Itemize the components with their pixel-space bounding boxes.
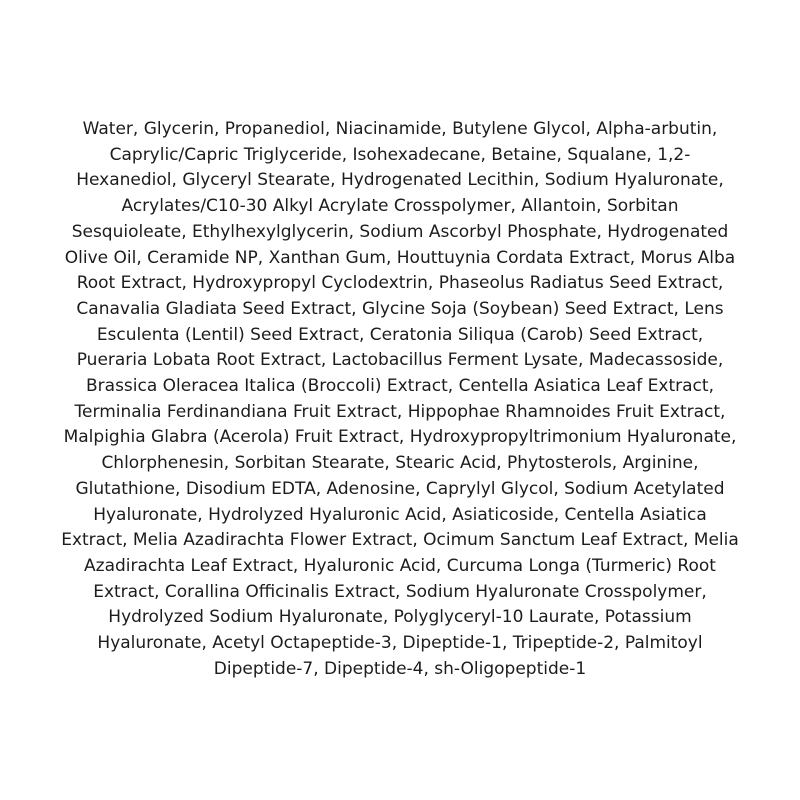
ingredients-list [40,117,760,682]
ingredients-line: Pueraria Lobata Root Extract, Lactobacillus Ferment Lysate, Madecassoside, [76,350,724,371]
ingredients-line: Acrylates/C10-30 Alkyl Acrylate Crosspolymer, Allantoin, Sorbitan [121,196,679,217]
ingredients-line: Hyaluronate, Acetyl Octapeptide-3, Dipeptide-1, Tripeptide-2, Palmitoyl [97,633,703,654]
ingredients-line: Extract, Corallina Officinalis Extract, Sodium Hyaluronate Crosspolymer, [93,581,707,602]
ingredients-line: Terminalia Ferdinandiana Fruit Extract, Hippophae Rhamnoides Fruit Extract, [74,401,726,422]
ingredients-line: Malpighia Glabra (Acerola) Fruit Extract, Hydroxypropyltrimonium Hyaluronate, [63,427,737,448]
ingredients-line: Brassica Oleracea Italica (Broccoli) Extract, Centella Asiatica Leaf Extract, [86,376,714,397]
ingredients-line: Extract, Melia Azadirachta Flower Extract, Ocimum Sanctum Leaf Extract, Melia [61,530,739,551]
ingredients-line: Azadirachta Leaf Extract, Hyaluronic Acid, Curcuma Longa (Turmeric) Root [84,555,716,576]
ingredients-line: Chlorphenesin, Sorbitan Stearate, Stearic Acid, Phytosterols, Arginine, [101,453,699,474]
ingredients-line: Olive Oil, Ceramide NP, Xanthan Gum, Houttuynia Cordata Extract, Morus Alba [64,247,736,268]
ingredients-line: Hydrolyzed Sodium Hyaluronate, Polyglyceryl-10 Laurate, Potassium [108,607,692,628]
ingredients-line: Hexanediol, Glyceryl Stearate, Hydrogenated Lecithin, Sodium Hyaluronate, [76,170,724,191]
ingredients-line: Canavalia Gladiata Seed Extract, Glycine Soja (Soybean) Seed Extract, Lens [76,298,724,319]
ingredients-line: Esculenta (Lentil) Seed Extract, Ceratonia Siliqua (Carob) Seed Extract, [96,324,704,345]
ingredients-line: Glutathione, Disodium EDTA, Adenosine, Caprylyl Glycol, Sodium Acetylated [75,478,725,499]
ingredients-line: Caprylic/Capric Triglyceride, Isohexadecane, Betaine, Squalane, 1,2- [109,144,691,165]
ingredients-line: Dipeptide-7, Dipeptide-4, sh-Oligopeptide-1 [213,658,587,679]
ingredients-line: Sesquioleate, Ethylhexylglycerin, Sodium Ascorbyl Phosphate, Hydrogenated [71,221,729,242]
ingredients-line: Hyaluronate, Hydrolyzed Hyaluronic Acid, Asiaticoside, Centella Asiatica [93,504,707,525]
ingredients-line: Water, Glycerin, Propanediol, Niacinamide, Butylene Glycol, Alpha-arbutin, [82,119,718,139]
ingredients-line: Root Extract, Hydroxypropyl Cyclodextrin, Phaseolus Radiatus Seed Extract, [76,273,724,294]
